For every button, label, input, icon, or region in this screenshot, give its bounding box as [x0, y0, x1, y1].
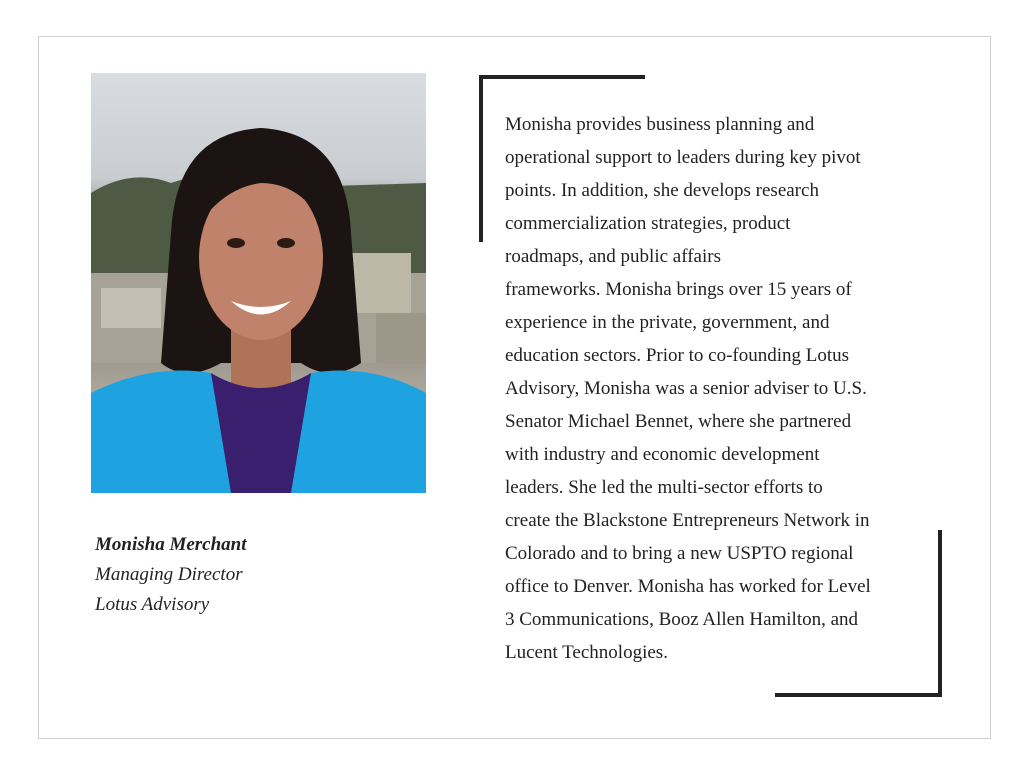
bio-line: education sectors. Prior to co-founding Lotus [505, 345, 850, 366]
profile-title: Managing Director [95, 564, 243, 585]
bio-line: Monisha provides business planning and [505, 114, 815, 135]
bio-line: leaders. She led the multi-sector efforts to [505, 477, 823, 498]
bracket-bottom-right-vertical [938, 530, 942, 697]
bio-line: 3 Communications, Booz Allen Hamilton, and [505, 609, 859, 630]
bio-line: create the Blackstone Entrepreneurs Network in [505, 510, 870, 531]
bio-line: commercialization strategies, product [505, 213, 791, 234]
bio-line: roadmaps, and public affairs [505, 246, 721, 267]
bio-line: Senator Michael Bennet, where she partnered [505, 411, 852, 432]
bio-line: experience in the private, government, and [505, 312, 830, 333]
bracket-top-left-horizontal [479, 75, 645, 79]
bio-line: frameworks. Monisha brings over 15 years of [505, 279, 852, 300]
bio-text [505, 108, 925, 669]
bio-line: office to Denver. Monisha has worked for Level [505, 576, 871, 597]
profile-caption [95, 530, 247, 620]
bio-line: Colorado and to bring a new USPTO regional [505, 543, 854, 564]
profile-name: Monisha Merchant [95, 534, 247, 555]
bio-line: operational support to leaders during key pivot [505, 147, 861, 168]
bio-line: Advisory, Monisha was a senior adviser to U.S. [505, 378, 867, 399]
bio-line: with industry and economic development [505, 444, 820, 465]
bracket-bottom-right-horizontal [775, 693, 942, 697]
profile-photo [91, 73, 426, 493]
profile-company: Lotus Advisory [95, 594, 210, 615]
bracket-top-left-vertical [479, 75, 483, 242]
bio-line: Lucent Technologies. [505, 642, 668, 663]
bio-line: points. In addition, she develops research [505, 180, 819, 201]
